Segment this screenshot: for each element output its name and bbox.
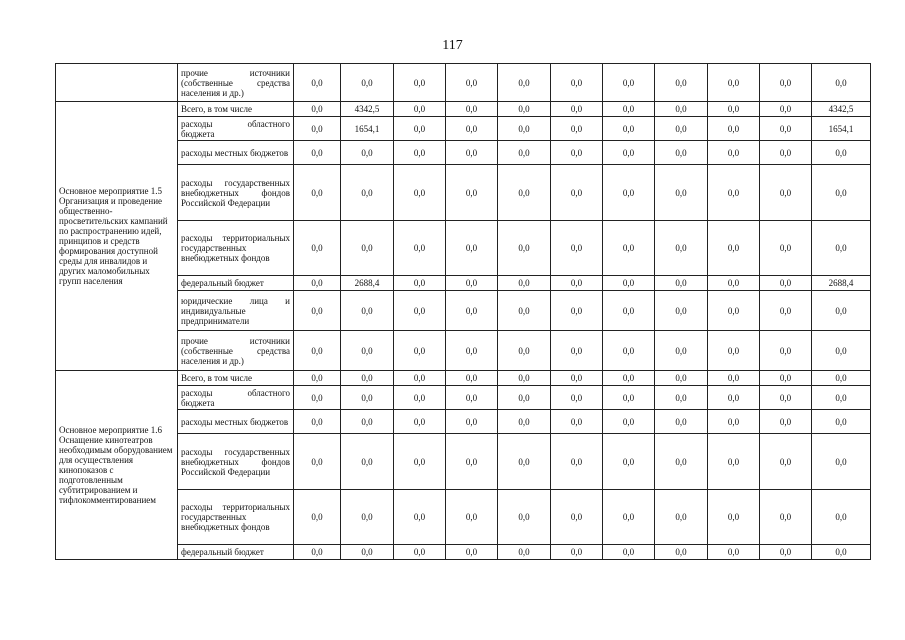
table-row [56, 165, 871, 221]
value-cell: 0,0 [294, 490, 341, 545]
funding-source-cell: Всего, в том числе [178, 102, 294, 117]
funding-source-cell: юридические лица и индивидуальные предприниматели [178, 291, 294, 331]
value-cell: 0,0 [812, 434, 871, 490]
value-cell: 0,0 [498, 331, 551, 371]
value-cell: 0,0 [341, 331, 394, 371]
value-cell: 0,0 [446, 64, 498, 102]
measure-cell: Основное мероприятие 1.6 Оснащение кинотеатров необходимым оборудованием для осуществления кинопоказов с подготовленным субтитрированием и тифлокомментированием [56, 371, 178, 560]
table-row [56, 141, 871, 165]
value-cell: 0,0 [294, 276, 341, 291]
value-cell: 0,0 [446, 102, 498, 117]
value-cell: 0,0 [603, 276, 655, 291]
value-cell: 0,0 [394, 291, 446, 331]
value-cell: 0,0 [760, 410, 812, 434]
value-cell: 0,0 [498, 276, 551, 291]
value-cell: 0,0 [812, 291, 871, 331]
value-cell: 0,0 [394, 276, 446, 291]
value-cell: 0,0 [394, 371, 446, 386]
value-cell: 0,0 [655, 102, 708, 117]
value-cell: 0,0 [760, 490, 812, 545]
table-row [56, 331, 871, 371]
funding-source-cell: расходы государственных внебюджетных фондов Российской Федерации [178, 434, 294, 490]
value-cell: 0,0 [760, 141, 812, 165]
value-cell: 0,0 [655, 141, 708, 165]
value-cell: 0,0 [655, 276, 708, 291]
value-cell: 0,0 [708, 331, 760, 371]
value-cell: 0,0 [498, 434, 551, 490]
value-cell: 0,0 [341, 434, 394, 490]
value-cell: 0,0 [294, 434, 341, 490]
value-cell: 0,0 [498, 490, 551, 545]
value-cell: 0,0 [655, 165, 708, 221]
value-cell: 0,0 [551, 371, 603, 386]
value-cell: 0,0 [603, 331, 655, 371]
value-cell: 0,0 [708, 221, 760, 276]
value-cell: 1654,1 [341, 117, 394, 141]
table-row [56, 410, 871, 434]
value-cell: 2688,4 [812, 276, 871, 291]
value-cell: 0,0 [551, 291, 603, 331]
value-cell: 0,0 [446, 331, 498, 371]
value-cell: 0,0 [760, 276, 812, 291]
value-cell: 0,0 [394, 117, 446, 141]
value-cell: 0,0 [655, 331, 708, 371]
value-cell: 0,0 [603, 545, 655, 560]
value-cell: 0,0 [655, 434, 708, 490]
value-cell: 0,0 [446, 276, 498, 291]
value-cell: 0,0 [760, 291, 812, 331]
value-cell: 4342,5 [812, 102, 871, 117]
table-row [56, 221, 871, 276]
value-cell: 0,0 [812, 221, 871, 276]
value-cell: 0,0 [655, 545, 708, 560]
measure-cell [56, 64, 178, 102]
value-cell: 0,0 [498, 371, 551, 386]
value-cell: 0,0 [446, 371, 498, 386]
value-cell: 0,0 [394, 102, 446, 117]
value-cell: 0,0 [812, 371, 871, 386]
funding-source-cell: расходы территориальных государственных внебюджетных фондов [178, 221, 294, 276]
value-cell: 1654,1 [812, 117, 871, 141]
value-cell: 0,0 [498, 291, 551, 331]
value-cell: 0,0 [551, 221, 603, 276]
value-cell: 0,0 [655, 291, 708, 331]
value-cell: 0,0 [446, 291, 498, 331]
value-cell: 0,0 [294, 165, 341, 221]
funding-source-cell: расходы областного бюджета [178, 117, 294, 141]
value-cell: 0,0 [760, 371, 812, 386]
table-row [56, 386, 871, 410]
value-cell: 0,0 [708, 276, 760, 291]
value-cell: 0,0 [394, 331, 446, 371]
value-cell: 0,0 [760, 221, 812, 276]
value-cell: 0,0 [812, 545, 871, 560]
value-cell: 0,0 [498, 165, 551, 221]
table-row [56, 64, 871, 102]
table-row [56, 102, 871, 117]
value-cell: 0,0 [551, 276, 603, 291]
value-cell: 0,0 [446, 490, 498, 545]
value-cell: 0,0 [603, 291, 655, 331]
value-cell: 0,0 [551, 117, 603, 141]
value-cell: 0,0 [446, 386, 498, 410]
value-cell: 4342,5 [341, 102, 394, 117]
value-cell: 0,0 [812, 490, 871, 545]
value-cell: 0,0 [655, 386, 708, 410]
value-cell: 0,0 [551, 165, 603, 221]
value-cell: 0,0 [760, 117, 812, 141]
value-cell: 0,0 [708, 545, 760, 560]
value-cell: 0,0 [603, 490, 655, 545]
funding-source-cell: расходы территориальных государственных внебюджетных фондов [178, 490, 294, 545]
value-cell: 0,0 [760, 545, 812, 560]
value-cell: 0,0 [603, 141, 655, 165]
value-cell: 0,0 [708, 291, 760, 331]
value-cell: 0,0 [603, 434, 655, 490]
value-cell: 0,0 [294, 102, 341, 117]
value-cell: 0,0 [760, 434, 812, 490]
funding-source-cell: Всего, в том числе [178, 371, 294, 386]
table-row [56, 117, 871, 141]
value-cell: 0,0 [603, 117, 655, 141]
value-cell: 0,0 [294, 117, 341, 141]
value-cell: 0,0 [446, 141, 498, 165]
funding-source-cell: федеральный бюджет [178, 276, 294, 291]
value-cell: 0,0 [551, 490, 603, 545]
value-cell: 0,0 [394, 141, 446, 165]
value-cell: 0,0 [394, 545, 446, 560]
value-cell: 0,0 [551, 331, 603, 371]
value-cell: 0,0 [551, 141, 603, 165]
value-cell: 0,0 [603, 64, 655, 102]
value-cell: 0,0 [708, 102, 760, 117]
funding-source-cell: прочие источники (собственные средства населения и др.) [178, 64, 294, 102]
value-cell: 0,0 [655, 64, 708, 102]
value-cell: 0,0 [551, 545, 603, 560]
value-cell: 0,0 [812, 64, 871, 102]
value-cell: 0,0 [760, 102, 812, 117]
value-cell: 0,0 [708, 490, 760, 545]
funding-source-cell: расходы местных бюджетов [178, 410, 294, 434]
value-cell: 0,0 [655, 221, 708, 276]
value-cell: 0,0 [446, 545, 498, 560]
value-cell: 0,0 [812, 386, 871, 410]
value-cell: 0,0 [551, 386, 603, 410]
value-cell: 0,0 [294, 64, 341, 102]
budget-table-body [56, 64, 871, 560]
table-row [56, 291, 871, 331]
value-cell: 0,0 [341, 291, 394, 331]
table-row [56, 490, 871, 545]
value-cell: 0,0 [551, 434, 603, 490]
value-cell: 0,0 [294, 221, 341, 276]
funding-source-cell: прочие источники (собственные средства населения и др.) [178, 331, 294, 371]
value-cell: 0,0 [446, 221, 498, 276]
value-cell: 0,0 [655, 410, 708, 434]
value-cell: 0,0 [498, 117, 551, 141]
value-cell: 0,0 [603, 165, 655, 221]
value-cell: 0,0 [341, 545, 394, 560]
table-row [56, 371, 871, 386]
value-cell: 0,0 [294, 386, 341, 410]
value-cell: 0,0 [708, 141, 760, 165]
value-cell: 0,0 [603, 410, 655, 434]
value-cell: 0,0 [294, 141, 341, 165]
value-cell: 0,0 [446, 165, 498, 221]
value-cell: 0,0 [341, 371, 394, 386]
value-cell: 0,0 [812, 141, 871, 165]
value-cell: 0,0 [655, 117, 708, 141]
value-cell: 0,0 [394, 221, 446, 276]
value-cell: 0,0 [294, 291, 341, 331]
value-cell: 0,0 [760, 165, 812, 221]
value-cell: 0,0 [294, 371, 341, 386]
value-cell: 0,0 [760, 331, 812, 371]
funding-source-cell: расходы областного бюджета [178, 386, 294, 410]
page-number: 117 [442, 38, 463, 53]
value-cell: 0,0 [294, 545, 341, 560]
table-row [56, 434, 871, 490]
value-cell: 0,0 [498, 410, 551, 434]
value-cell: 0,0 [394, 434, 446, 490]
value-cell: 0,0 [446, 117, 498, 141]
value-cell: 0,0 [708, 386, 760, 410]
value-cell: 0,0 [294, 410, 341, 434]
value-cell: 0,0 [341, 386, 394, 410]
value-cell: 0,0 [603, 102, 655, 117]
value-cell: 0,0 [498, 545, 551, 560]
value-cell: 0,0 [294, 331, 341, 371]
value-cell: 0,0 [708, 410, 760, 434]
value-cell: 0,0 [498, 102, 551, 117]
value-cell: 0,0 [812, 165, 871, 221]
value-cell: 0,0 [760, 64, 812, 102]
value-cell: 0,0 [394, 490, 446, 545]
value-cell: 0,0 [551, 64, 603, 102]
value-cell: 0,0 [341, 165, 394, 221]
value-cell: 0,0 [498, 141, 551, 165]
value-cell: 0,0 [394, 64, 446, 102]
value-cell: 0,0 [394, 165, 446, 221]
funding-source-cell: расходы государственных внебюджетных фондов Российской Федерации [178, 165, 294, 221]
value-cell: 0,0 [603, 386, 655, 410]
value-cell: 0,0 [708, 117, 760, 141]
value-cell: 0,0 [708, 165, 760, 221]
value-cell: 0,0 [446, 410, 498, 434]
value-cell: 0,0 [394, 410, 446, 434]
funding-source-cell: расходы местных бюджетов [178, 141, 294, 165]
value-cell: 0,0 [551, 102, 603, 117]
value-cell: 0,0 [655, 490, 708, 545]
funding-source-cell: федеральный бюджет [178, 545, 294, 560]
measure-cell: Основное мероприятие 1.5 Организация и проведение общественно-просветительских кампаний по распространению идей, принципов и средств формирования доступной среды для инвалидов и других маломобильных групп населения [56, 102, 178, 371]
value-cell: 0,0 [812, 410, 871, 434]
value-cell: 0,0 [498, 64, 551, 102]
value-cell: 0,0 [498, 221, 551, 276]
value-cell: 0,0 [708, 371, 760, 386]
value-cell: 0,0 [341, 410, 394, 434]
value-cell: 0,0 [812, 331, 871, 371]
value-cell: 0,0 [341, 221, 394, 276]
value-cell: 2688,4 [341, 276, 394, 291]
table-row [56, 276, 871, 291]
value-cell: 0,0 [341, 490, 394, 545]
value-cell: 0,0 [760, 386, 812, 410]
value-cell: 0,0 [708, 434, 760, 490]
table-row [56, 545, 871, 560]
budget-table [55, 63, 871, 560]
value-cell: 0,0 [498, 386, 551, 410]
value-cell: 0,0 [341, 141, 394, 165]
value-cell: 0,0 [341, 64, 394, 102]
value-cell: 0,0 [708, 64, 760, 102]
value-cell: 0,0 [603, 221, 655, 276]
value-cell: 0,0 [446, 434, 498, 490]
value-cell: 0,0 [603, 371, 655, 386]
value-cell: 0,0 [551, 410, 603, 434]
value-cell: 0,0 [394, 386, 446, 410]
value-cell: 0,0 [655, 371, 708, 386]
